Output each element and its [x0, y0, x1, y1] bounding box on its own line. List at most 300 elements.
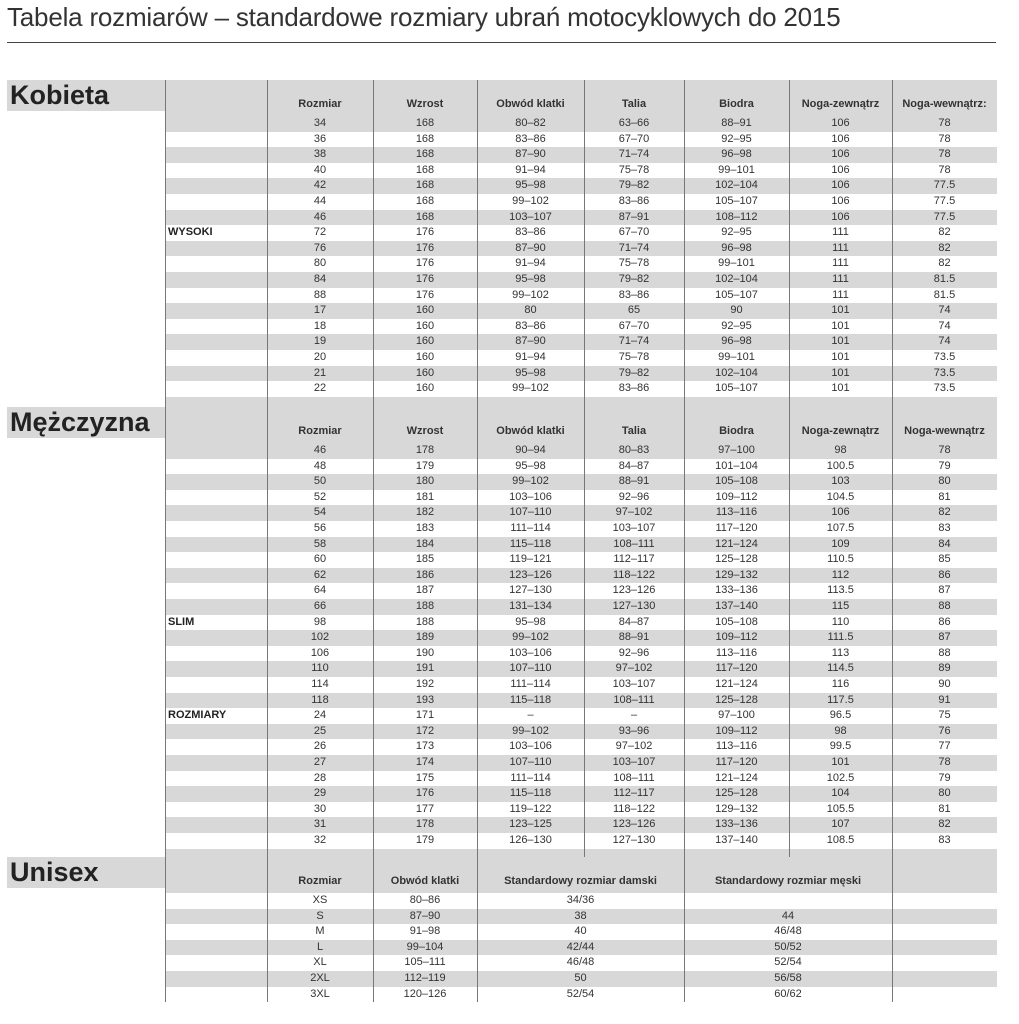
table-cell: 112–119 — [404, 972, 446, 984]
table-row — [165, 490, 997, 506]
table-cell: 106 — [831, 117, 850, 129]
table-cell: 103–106 — [509, 646, 552, 659]
table-cell: – — [527, 709, 534, 722]
table-cell: 34 — [313, 117, 327, 129]
column-divider — [684, 857, 685, 1002]
table-cell: 173 — [415, 740, 435, 753]
table-cell: 120–126 — [403, 987, 447, 1000]
table-cell: 119–121 — [509, 553, 552, 566]
table-cell: 58 — [313, 537, 327, 550]
table-row — [165, 163, 997, 179]
table-cell: 60 — [313, 553, 327, 566]
table-cell: 187 — [415, 584, 435, 597]
table-cell: L — [316, 940, 324, 953]
table-cell: 75–78 — [618, 163, 650, 176]
table-cell: 34/36 — [566, 894, 595, 906]
table-cell: 71–74 — [618, 148, 650, 161]
table-row — [165, 552, 997, 568]
table-cell: 46 — [313, 444, 327, 456]
table-row — [165, 381, 997, 397]
table-cell: 71–74 — [618, 335, 650, 348]
table-cell: 31 — [313, 818, 327, 831]
table-cell: 38 — [574, 909, 587, 922]
column-header: Rozmiar — [298, 98, 342, 110]
column-header: Standardowy rozmiar męski — [714, 875, 862, 887]
table-row — [165, 474, 997, 490]
table-cell: 106 — [831, 132, 850, 145]
table-row — [165, 771, 997, 787]
table-cell: 97–102 — [615, 662, 653, 675]
column-divider — [477, 80, 478, 413]
table-cell: 117–120 — [715, 662, 758, 675]
table-cell: 83–86 — [515, 226, 546, 239]
table-cell: 96–98 — [721, 148, 752, 161]
column-header: Obwód klatki — [390, 875, 460, 887]
column-divider — [477, 857, 478, 1002]
table-cell: 88–91 — [618, 631, 650, 644]
table-cell: 18 — [313, 319, 327, 332]
table-cell: 121–124 — [715, 771, 758, 784]
table-cell: 80 — [938, 787, 951, 800]
table-row — [165, 272, 997, 288]
table-cell: 78 — [938, 444, 951, 456]
column-divider — [789, 80, 790, 413]
column-divider — [373, 407, 374, 863]
table-cell: 121–124 — [715, 537, 758, 550]
table-cell: 48 — [313, 459, 327, 472]
table-cell: 186 — [415, 568, 435, 581]
table-cell: 83 — [938, 522, 951, 534]
table-cell: XS — [312, 894, 328, 906]
group-label-line: ROZMIARY — [168, 709, 227, 722]
section-mezczyzna — [7, 407, 997, 859]
table-cell: 178 — [415, 444, 435, 456]
table-cell: 95–98 — [515, 459, 546, 472]
table-cell: 115–118 — [509, 537, 552, 550]
table-cell: 118 — [311, 693, 329, 706]
table-cell: 168 — [415, 210, 435, 223]
table-cell: 109–112 — [715, 724, 758, 737]
column-header: Noga-zewnątrz — [801, 425, 880, 437]
table-cell: 92–95 — [721, 319, 752, 332]
table-row — [165, 583, 997, 599]
column-divider — [165, 857, 166, 1002]
table-cell: 112–117 — [613, 553, 655, 566]
table-cell: 192 — [415, 678, 435, 690]
table-cell: 111–114 — [510, 678, 551, 690]
table-cell: 108.5 — [826, 834, 855, 846]
table-cell: 80–82 — [515, 117, 546, 129]
table-cell: 105–107 — [715, 195, 758, 207]
table-cell: 180 — [415, 475, 435, 488]
table-cell: 56 — [313, 522, 327, 534]
page-title: Tabela rozmiarów – standardowe rozmiary ubrań motocyklowych do 2015 — [7, 2, 841, 32]
table-cell: 83–86 — [618, 288, 650, 301]
table-cell: 176 — [415, 787, 435, 800]
table-cell: 27 — [313, 756, 327, 768]
table-cell: 137–140 — [715, 834, 758, 846]
column-divider — [267, 857, 268, 1002]
column-divider — [684, 407, 685, 863]
table-row — [165, 646, 997, 662]
table-cell: 160 — [415, 366, 435, 379]
table-cell: 98 — [313, 615, 327, 628]
table-cell: 82 — [938, 506, 951, 519]
table-cell: 99–104 — [406, 940, 444, 953]
table-cell: 74 — [938, 304, 951, 317]
table-cell: 101–104 — [715, 459, 758, 472]
table-cell: S — [316, 909, 324, 922]
table-row — [165, 630, 997, 646]
table-cell: 178 — [415, 818, 435, 831]
table-row — [165, 987, 997, 1003]
table-cell: 177 — [415, 802, 435, 815]
group-label: SLIM — [168, 615, 195, 628]
table-cell: 30 — [313, 802, 327, 815]
table-cell: 92–95 — [721, 226, 752, 239]
table-cell: 79–82 — [618, 179, 650, 192]
table-row — [165, 708, 997, 724]
table-cell: 125–128 — [715, 787, 758, 800]
table-cell: 91–94 — [515, 351, 546, 363]
table-row — [165, 132, 997, 148]
table-cell: 106 — [831, 506, 850, 519]
table-cell: 80 — [938, 475, 951, 488]
column-divider — [684, 80, 685, 413]
table-cell: 78 — [938, 756, 951, 768]
table-cell: 87–91 — [618, 210, 650, 223]
table-cell: 91–94 — [515, 257, 546, 270]
column-divider — [267, 80, 268, 413]
table-cell: 76 — [313, 241, 327, 254]
table-cell: 119–122 — [509, 802, 552, 815]
table-cell: 125–128 — [715, 693, 758, 706]
table-cell: 123–126 — [612, 818, 656, 831]
table-row — [165, 521, 997, 537]
table-cell: 96–98 — [721, 241, 752, 254]
table-row — [165, 817, 997, 833]
table-cell: 179 — [415, 834, 435, 846]
table-cell: 90 — [938, 678, 951, 690]
table-cell: 168 — [415, 117, 435, 129]
table-cell: 21 — [313, 366, 327, 379]
column-header: Obwód klatki — [496, 98, 565, 110]
table-row — [165, 459, 997, 475]
table-row — [165, 334, 997, 350]
table-row — [165, 802, 997, 818]
table-cell: 113–116 — [715, 506, 758, 519]
table-cell: 90–94 — [515, 444, 546, 456]
table-cell: 168 — [415, 132, 435, 145]
table-cell: 182 — [415, 506, 435, 519]
table-row — [165, 147, 997, 163]
table-cell: 106 — [831, 163, 850, 176]
table-cell: 133–136 — [715, 818, 758, 831]
table-cell: 107–110 — [509, 506, 552, 519]
table-cell: 82 — [938, 226, 951, 239]
table-row — [165, 971, 997, 987]
table-cell: 99–102 — [512, 195, 549, 207]
table-cell: 91 — [938, 693, 951, 706]
section-label-kobieta: Kobieta — [7, 80, 165, 111]
table-cell: 80–86 — [409, 894, 441, 906]
table-cell: – — [630, 709, 638, 722]
table-cell: 98 — [834, 724, 847, 737]
column-divider — [892, 407, 893, 863]
table-row — [165, 505, 997, 521]
table-cell: 93–96 — [618, 724, 650, 737]
table-cell: 160 — [415, 304, 435, 317]
table-cell: 114 — [311, 678, 329, 690]
table-cell: 83–86 — [515, 319, 546, 332]
table-cell: 52 — [313, 490, 327, 503]
table-cell: 189 — [415, 631, 435, 644]
table-cell: 95–98 — [515, 273, 546, 285]
table-cell: 74 — [938, 335, 951, 348]
table-cell: 184 — [415, 537, 435, 550]
table-cell: 101 — [831, 319, 850, 332]
table-cell: 92–96 — [618, 490, 650, 503]
column-header: Rozmiar — [298, 875, 342, 887]
table-cell: 104 — [831, 787, 850, 800]
table-cell: 74 — [938, 319, 951, 332]
table-cell: 106 — [831, 148, 850, 161]
table-cell: 89 — [938, 662, 951, 675]
table-cell: 127–130 — [612, 834, 656, 846]
table-cell: 28 — [313, 771, 327, 784]
table-cell: 79 — [938, 771, 951, 784]
table-cell: 131–134 — [509, 600, 552, 612]
table-cell: 87–90 — [515, 241, 546, 254]
table-cell: 36 — [313, 132, 327, 145]
table-cell: 176 — [415, 288, 435, 301]
table-cell: 75 — [938, 709, 951, 722]
table-cell: 133–136 — [715, 584, 758, 597]
table-cell: 95–98 — [515, 366, 546, 379]
table-cell: 111 — [832, 241, 849, 254]
table-cell: 115–118 — [509, 693, 552, 706]
table-cell: 32 — [313, 834, 327, 846]
table-cell: 106 — [831, 179, 850, 192]
column-divider — [373, 857, 374, 1002]
table-cell: 108–111 — [613, 537, 655, 550]
table-cell: 185 — [415, 553, 435, 566]
table-cell: 160 — [415, 335, 435, 348]
table-cell: 137–140 — [715, 600, 758, 612]
table-cell: 99–102 — [512, 475, 549, 488]
table-cell: 107 — [831, 818, 850, 831]
table-cell: 66 — [313, 600, 327, 612]
table-cell: 81.5 — [933, 273, 956, 285]
section-kobieta — [7, 80, 997, 408]
table-cell: 103–106 — [509, 740, 552, 753]
table-row — [165, 833, 997, 849]
table-cell: 111 — [832, 288, 849, 301]
table-cell: 84 — [938, 537, 951, 550]
section-label-mezczyzna: Mężczyzna — [7, 407, 165, 438]
table-cell: 78 — [938, 163, 951, 176]
table-cell: 19 — [313, 335, 327, 348]
column-divider — [165, 407, 166, 863]
table-cell: 108–111 — [613, 771, 655, 784]
table-cell: 117–120 — [715, 522, 758, 534]
table-cell: 113–116 — [715, 646, 758, 659]
table-cell: 188 — [415, 615, 435, 628]
table-cell: 50/52 — [774, 940, 802, 953]
table-cell: 75–78 — [618, 351, 650, 363]
table-cell: 78 — [938, 132, 951, 145]
table-row — [165, 755, 997, 771]
table-cell: 102.5 — [826, 771, 855, 784]
table-cell: 191 — [415, 662, 435, 675]
table-row — [165, 909, 997, 925]
table-row — [165, 615, 997, 631]
table-cell: 97–102 — [615, 506, 653, 519]
table-cell: 110.5 — [827, 553, 854, 566]
table-cell: 80 — [524, 304, 537, 317]
column-header: Wzrost — [406, 425, 444, 437]
table-cell: 129–132 — [715, 568, 758, 581]
table-cell: 99–102 — [512, 382, 549, 395]
table-cell: 168 — [415, 195, 435, 207]
table-cell: 160 — [415, 319, 435, 332]
table-cell: 84–87 — [618, 615, 650, 628]
table-cell: 118–122 — [612, 568, 655, 581]
table-cell: 88–91 — [721, 117, 752, 129]
table-cell: 46/48 — [774, 925, 802, 938]
table-cell: 125–128 — [715, 553, 758, 566]
table-cell: 101 — [831, 335, 850, 348]
table-cell: 115 — [831, 600, 850, 612]
table-cell: 17 — [313, 304, 327, 317]
table-cell: 171 — [415, 709, 435, 722]
table-cell: 83–86 — [618, 195, 650, 207]
column-header: Talia — [621, 425, 647, 437]
table-cell: 83 — [938, 834, 951, 846]
table-cell: 42 — [313, 179, 327, 192]
table-cell: 113–116 — [715, 740, 758, 753]
table-cell: 105–107 — [715, 382, 758, 395]
table-cell: 111–114 — [510, 771, 551, 784]
table-cell: 85 — [938, 553, 951, 566]
table-cell: 63–66 — [618, 117, 650, 129]
table-row — [165, 739, 997, 755]
table-cell: 86 — [938, 568, 951, 581]
table-cell: M — [315, 925, 325, 938]
table-cell: 112 — [831, 568, 850, 581]
table-cell: 67–70 — [618, 132, 650, 145]
table-cell: 83–86 — [515, 132, 546, 145]
table-row — [165, 893, 997, 909]
table-row — [165, 178, 997, 194]
table-cell: 54 — [313, 506, 327, 519]
column-header: Rozmiar — [298, 425, 342, 437]
table-cell: 99.5 — [829, 740, 852, 753]
table-row — [165, 350, 997, 366]
table-cell: 77.5 — [933, 210, 956, 223]
table-row — [165, 319, 997, 335]
table-cell: 92–96 — [618, 646, 650, 659]
table-cell: XL — [313, 956, 327, 969]
table-cell: 193 — [415, 693, 435, 706]
table-cell: 123–126 — [612, 584, 656, 597]
table-cell: 87 — [938, 584, 951, 597]
table-cell: 95–98 — [515, 179, 546, 192]
table-cell: 25 — [313, 724, 327, 737]
table-cell: 109–112 — [715, 631, 758, 644]
table-cell: 106 — [831, 195, 850, 207]
table-cell: 80–83 — [618, 444, 650, 456]
table-cell: 86 — [938, 615, 951, 628]
table-cell: 183 — [415, 522, 435, 534]
column-header: Talia — [621, 98, 647, 110]
table-cell: 98 — [834, 444, 847, 456]
table-cell: 112–117 — [613, 787, 655, 800]
column-divider — [477, 407, 478, 863]
column-divider — [584, 80, 585, 413]
table-cell: 72 — [313, 226, 327, 239]
table-cell: 117.5 — [827, 693, 854, 706]
table-cell: 77.5 — [933, 195, 956, 207]
table-row — [165, 210, 997, 226]
column-header: Biodra — [719, 425, 754, 437]
table-cell: 103–107 — [509, 210, 552, 223]
table-cell: 67–70 — [618, 226, 650, 239]
table-cell: 82 — [938, 257, 951, 270]
table-cell: 60/62 — [774, 987, 802, 1000]
table-cell: 50 — [574, 972, 587, 984]
table-cell: 117–120 — [715, 756, 758, 768]
column-divider — [892, 857, 893, 1002]
table-cell: 123–126 — [509, 568, 552, 581]
table-cell: 75–78 — [618, 257, 650, 270]
table-cell: 160 — [415, 382, 435, 395]
column-header: Noga-wewnątrz: — [902, 98, 987, 110]
table-cell: 175 — [415, 771, 435, 784]
table-cell: 73.5 — [933, 366, 956, 379]
table-cell: 106 — [831, 210, 850, 223]
table-row — [165, 661, 997, 677]
table-cell: 102–104 — [715, 273, 758, 285]
table-cell: 168 — [415, 179, 435, 192]
table-cell: 3XL — [310, 987, 330, 1000]
table-cell: 127–130 — [612, 600, 656, 612]
table-cell: 96–98 — [721, 335, 752, 348]
table-row — [165, 225, 997, 241]
table-cell: 77.5 — [933, 179, 956, 192]
table-cell: 104.5 — [826, 490, 855, 503]
table-cell: 103–107 — [612, 678, 656, 690]
table-cell: 82 — [938, 241, 951, 254]
table-row — [165, 568, 997, 584]
table-cell: 64 — [313, 584, 327, 597]
table-cell: 101 — [831, 382, 850, 395]
table-row — [165, 955, 997, 971]
table-cell: 81.5 — [933, 288, 956, 301]
table-cell: 181 — [415, 490, 435, 503]
table-cell: 105–111 — [404, 956, 446, 969]
table-cell: 91–94 — [515, 163, 546, 176]
table-cell: 71–74 — [618, 241, 650, 254]
table-cell: 95–98 — [515, 615, 546, 628]
table-cell: 176 — [415, 226, 435, 239]
table-cell: 109 — [831, 537, 850, 550]
table-cell: 80 — [313, 257, 327, 270]
column-header: Standardowy rozmiar damski — [504, 875, 657, 887]
table-row — [165, 786, 997, 802]
table-cell: 188 — [415, 600, 435, 612]
table-row — [165, 241, 997, 257]
